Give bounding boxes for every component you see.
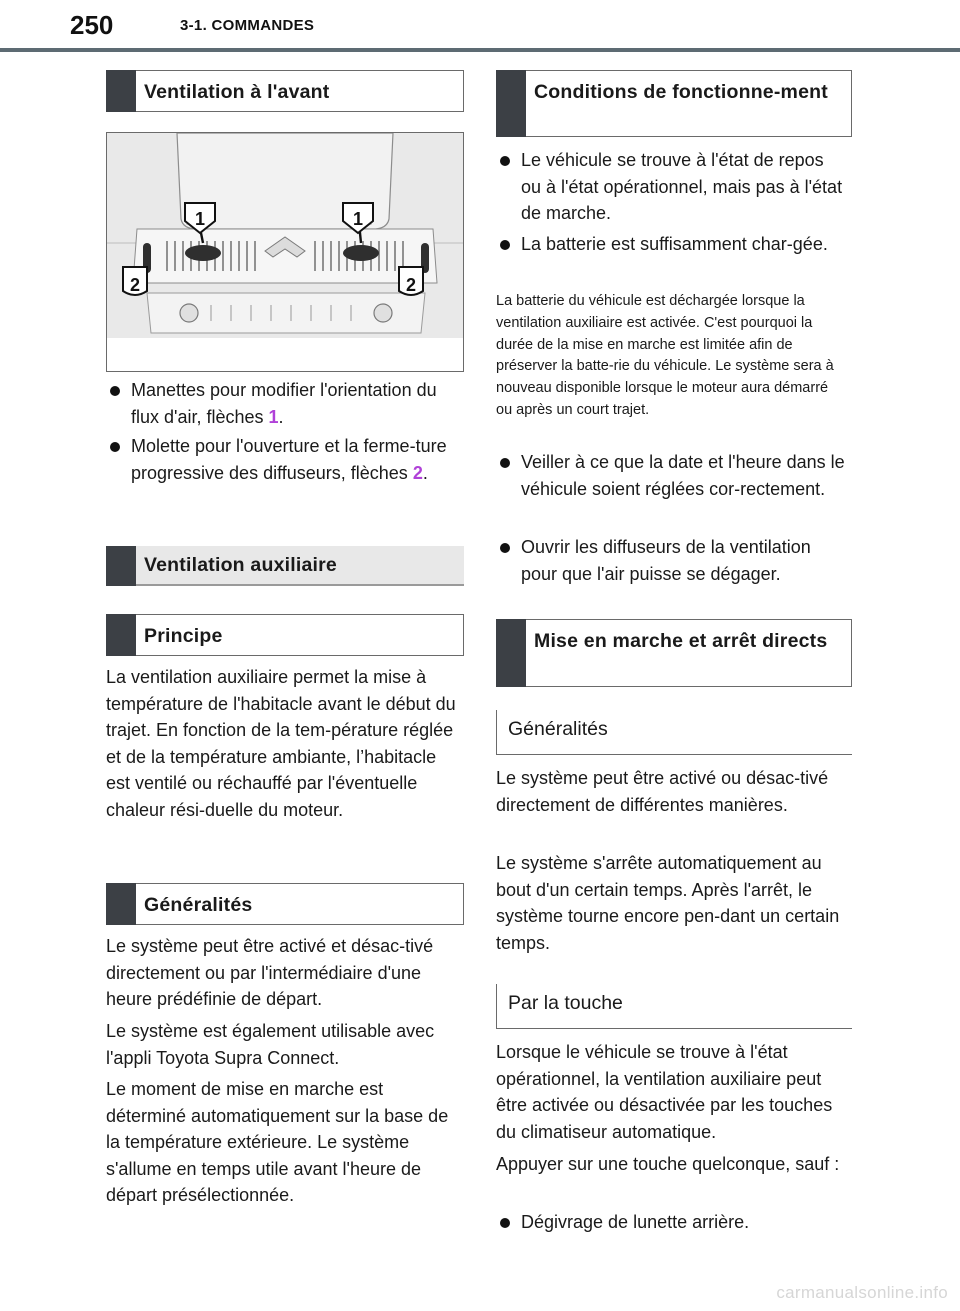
direct-paragraph-1: Le système peut être activé ou désac-tivé directement de différentes manières. (496, 768, 829, 815)
battery-note: La batterie du véhicule est déchargée lorsque la ventilation auxiliaire est activée. C'est pourquoi la durée de la mise en marche est limitée afin de préserver la batte-rie du véhicule. Le système sera à nouveau disponible lorsque le moteur aura démarré ou après un court trajet. (496, 293, 834, 418)
heading-bar (496, 619, 526, 687)
bullet-dot (500, 543, 510, 553)
arrow-number-1: 1 (268, 406, 279, 427)
heading-text: Mise en marche et arrêt directs (534, 630, 828, 652)
bullet-text-end: . (422, 462, 428, 483)
general-paragraph-1: Le système peut être activé et désac-tivé directement ou par l'intermédiaire d'une heure prédéfinie de départ. (106, 936, 434, 1009)
general-paragraph-3: Le moment de mise en marche est déterminé automatiquement sur la base de la température extérieure. Le système s'allume en temps utile avant l'heure de départ présélectionnée. (106, 1079, 449, 1205)
arrow-number-2: 2 (412, 462, 423, 483)
bullet-date-time (496, 449, 846, 502)
subheading-general-left (106, 883, 464, 925)
heading-text: Principe (144, 625, 223, 647)
subheading-by-button (496, 984, 852, 1029)
header-rule (0, 48, 960, 52)
bullet-dot (500, 1218, 510, 1228)
dashboard-drawing (107, 133, 463, 371)
bullet-text-main: Molette pour l'ouverture et la ferme-ture progressive des diffuseurs, flèches (131, 436, 447, 483)
bullet-text (131, 433, 458, 486)
bullet-dot (500, 156, 510, 166)
bullet-text: Dégivrage de lunette arrière. (521, 1212, 750, 1232)
direct-paragraph-2: Le système s'arrête automatiquement au bout d'un certain temps. Après l'arrêt, le système tourne encore pen-dant un certain temps. (496, 853, 840, 953)
bullet-vehicle-state (496, 147, 846, 227)
bullet-text: Le véhicule se trouve à l'état de repos ou à l'état opérationnel, mais pas à l'état de marche. (521, 150, 843, 223)
heading-bar (106, 70, 136, 112)
bullet-dot (110, 386, 120, 396)
callout-1-left: 1 (194, 209, 206, 229)
bullet-text: La batterie est suffisamment char-gée. (521, 234, 828, 254)
bullet-text-end: . (278, 406, 284, 427)
bullet-text: Ouvrir les diffuseurs de la ventilation pour que l'air puisse se dégager. (521, 537, 811, 584)
page-header (0, 0, 960, 54)
heading-bar (106, 614, 136, 656)
subheading-general-right (496, 710, 852, 755)
callout-2-right: 2 (405, 275, 417, 295)
subheading-text: Généralités (508, 718, 608, 740)
heading-bar (106, 883, 136, 925)
section-heading-front-ventilation (106, 70, 464, 112)
callout-1-right: 1 (352, 209, 364, 229)
section-heading-aux-ventilation (106, 546, 464, 586)
button-paragraph-1: Lorsque le véhicule se trouve à l'état opérationnel, la ventilation auxiliaire peut être activée ou désactivée par les touches du climatiseur automatique. (496, 1042, 833, 1142)
bullet-dot (500, 240, 510, 250)
subheading-text: Par la touche (508, 992, 623, 1014)
button-paragraph-2: Appuyer sur une touche quelconque, sauf : (496, 1154, 840, 1174)
bullet-dot (500, 458, 510, 468)
bullet-battery-charged (496, 231, 846, 258)
general-paragraph-2: Le système est également utilisable avec l'appli Toyota Supra Connect. (106, 1021, 435, 1068)
subheading-principle (106, 614, 464, 656)
bullet-front-wheel (106, 433, 458, 486)
bullet-text (131, 377, 458, 430)
section-heading-conditions (496, 70, 852, 137)
heading-text: Ventilation à l'avant (144, 81, 330, 103)
dashboard-vents-illustration (106, 132, 464, 372)
bullet-dot (110, 442, 120, 452)
bullet-text-main: Manettes pour modifier l'orientation du flux d'air, flèches (131, 380, 437, 427)
bullet-open-vents (496, 534, 846, 587)
page-number: 250 (70, 10, 114, 40)
bullet-rear-defrost (496, 1209, 846, 1236)
section-heading-direct-onoff (496, 619, 852, 687)
heading-bar (106, 546, 136, 586)
watermark: carmanualsonline.info (776, 1283, 948, 1302)
callout-2-left: 2 (129, 275, 141, 295)
bullet-text: Veiller à ce que la date et l'heure dans le véhicule soient réglées cor-rectement. (521, 452, 845, 499)
heading-text: Ventilation auxiliaire (144, 554, 337, 576)
heading-text: Conditions de fonctionne-ment (534, 81, 828, 103)
bullet-front-levers (106, 377, 458, 430)
principle-paragraph: La ventilation auxiliaire permet la mise à température de l'habitacle avant le début du trajet. En fonction de la tem-pérature réglée et de la température ambiante, l’habitacle est ventilé ou réchauffé par l'éventuelle chaleur rési-duelle du moteur. (106, 667, 456, 820)
heading-text: Généralités (144, 894, 253, 916)
chapter-title: 3-1. COMMANDES (180, 17, 315, 34)
heading-bar (496, 70, 526, 137)
